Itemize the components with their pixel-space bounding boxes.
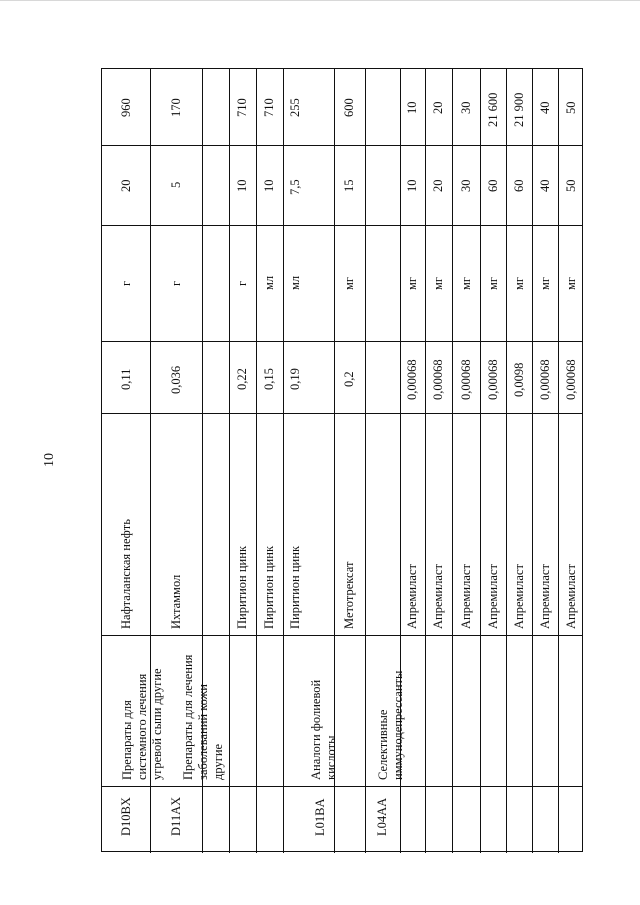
column-divider: [102, 413, 582, 414]
group-line: кислоты: [323, 735, 338, 780]
row-divider: [532, 69, 533, 853]
total-cell: 21 900: [511, 92, 526, 127]
unit-cell: мл: [287, 275, 302, 290]
group-line: системного лечения: [134, 673, 149, 780]
dose-cell: 0,2: [342, 371, 356, 387]
total-cell: 30: [458, 101, 473, 114]
qty-cell: 20: [431, 179, 445, 192]
total-cell: 255: [287, 98, 302, 117]
drug-cell: Пиритион цинк: [235, 545, 249, 629]
total-cell: 21 600: [485, 92, 500, 127]
row-divider: [229, 69, 230, 853]
row-divider: [256, 69, 257, 853]
page-number: 10: [42, 453, 57, 467]
group-line: угревой сыпи другие: [149, 668, 164, 780]
dose-cell: 0,00068: [485, 359, 500, 401]
dose-cell: 0,22: [235, 368, 249, 391]
unit-cell: мг: [511, 276, 526, 290]
unit-cell: г: [235, 281, 249, 287]
row-divider: [425, 69, 426, 853]
group-cell: [309, 680, 339, 780]
dose-cell: 0,00068: [405, 359, 419, 401]
group-line: Препараты для лечения: [181, 654, 195, 780]
total-cell: 10: [405, 101, 419, 114]
dose-cell: 0,0098: [511, 362, 526, 397]
group-line: иммунодепрессанты: [390, 670, 405, 780]
row-divider: [480, 69, 481, 853]
qty-cell: 10: [235, 179, 249, 192]
dose-cell: 0,00068: [537, 359, 552, 401]
drug-cell: Пиритион цинк: [287, 545, 302, 629]
dose-cell: 0,19: [287, 368, 302, 391]
unit-cell: мг: [563, 276, 578, 290]
column-divider: [102, 786, 582, 787]
dose-cell: 0,00068: [431, 359, 445, 401]
group-cell: [120, 668, 165, 780]
drug-table: [101, 68, 583, 852]
code-cell: D10BX: [118, 797, 133, 836]
total-cell: 170: [168, 98, 183, 117]
dose-cell: 0,00068: [563, 359, 578, 401]
total-cell: 960: [118, 98, 133, 117]
group-line: заболеваний кожи: [196, 684, 210, 780]
drug-cell: Апремиласт: [405, 564, 419, 629]
column-divider: [102, 145, 582, 146]
qty-cell: 30: [458, 179, 473, 192]
row-divider: [506, 69, 507, 853]
unit-cell: мг: [405, 276, 419, 290]
total-cell: 710: [235, 98, 249, 117]
dose-cell: 0,15: [262, 368, 276, 391]
drug-cell: Ихтаммол: [168, 574, 183, 629]
total-cell: 710: [262, 98, 276, 117]
group-cell: [181, 655, 226, 780]
total-cell: 20: [431, 101, 445, 114]
qty-cell: 60: [511, 179, 526, 192]
drug-cell: Нафталанская нефть: [118, 519, 133, 629]
group-line: Препараты для: [119, 700, 134, 780]
drug-cell: Апремиласт: [458, 564, 473, 629]
drug-cell: Метотрексат: [342, 561, 356, 629]
qty-cell: 7,5: [287, 179, 302, 195]
unit-cell: г: [118, 281, 133, 287]
drug-cell: Апремиласт: [511, 564, 526, 629]
unit-cell: мг: [458, 276, 473, 290]
row-divider: [283, 69, 284, 853]
unit-cell: мг: [342, 276, 356, 290]
total-cell: 50: [563, 101, 578, 114]
qty-cell: 60: [485, 179, 500, 192]
row-divider: [558, 69, 559, 853]
drug-cell: Апремиласт: [485, 564, 500, 629]
unit-cell: мг: [485, 276, 500, 290]
code-cell: D11AX: [168, 796, 183, 836]
drug-cell: Апремиласт: [537, 564, 552, 629]
qty-cell: 40: [537, 179, 552, 192]
group-cell: [376, 671, 406, 780]
total-cell: 600: [342, 98, 356, 117]
code-cell: L01BA: [313, 798, 327, 836]
unit-cell: мг: [431, 276, 445, 290]
drug-cell: Апремиласт: [563, 564, 578, 629]
qty-cell: 10: [405, 179, 419, 192]
column-divider: [102, 225, 582, 226]
qty-cell: 5: [168, 182, 183, 189]
row-divider: [452, 69, 453, 853]
group-line: Селективные: [375, 709, 390, 780]
group-line: Аналоги фолиевой: [308, 679, 323, 780]
qty-cell: 20: [118, 179, 133, 192]
code-cell: L04AA: [375, 797, 389, 836]
drug-cell: Пиритион цинк: [262, 545, 276, 629]
dose-cell: 0,00068: [458, 359, 473, 401]
unit-cell: мг: [537, 276, 552, 290]
drug-cell: Апремиласт: [431, 564, 445, 629]
column-divider: [102, 341, 582, 342]
unit-cell: мл: [262, 275, 276, 290]
group-line: другие: [211, 743, 225, 780]
dose-cell: 0,11: [118, 368, 133, 391]
unit-cell: г: [168, 281, 183, 287]
qty-cell: 50: [563, 179, 578, 192]
qty-cell: 10: [262, 179, 276, 192]
qty-cell: 15: [342, 179, 356, 192]
total-cell: 40: [537, 101, 552, 114]
scan-edge: [0, 0, 640, 1]
row-divider: [365, 69, 366, 853]
column-divider: [102, 635, 582, 636]
dose-cell: 0,036: [168, 365, 183, 394]
